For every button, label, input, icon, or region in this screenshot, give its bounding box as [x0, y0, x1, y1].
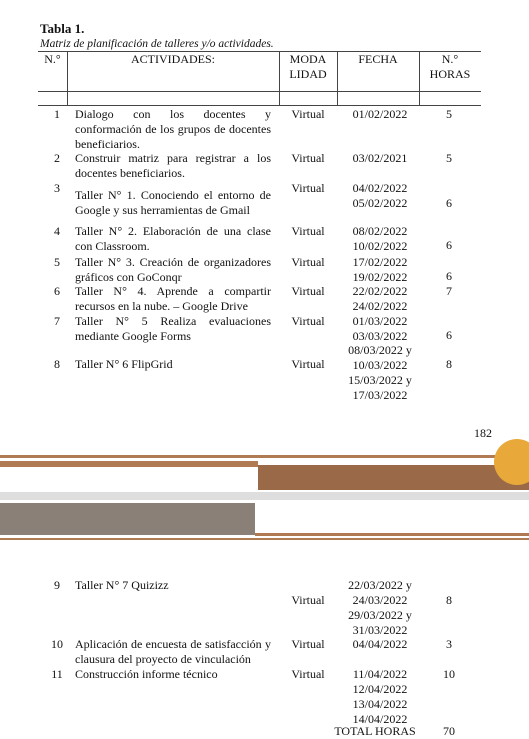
row-3-date-1: 04/02/2022	[352, 181, 408, 195]
header-bottom-line	[38, 91, 481, 92]
header-band-gray	[0, 503, 255, 535]
row-1-num: 1	[54, 107, 60, 121]
row-2-activity: Construir matriz para registrar a los docentes beneficiarios.	[75, 151, 271, 180]
row-11-date-4: 14/04/2022	[352, 712, 408, 726]
header-hours	[419, 52, 481, 82]
row-9-date-2: 24/03/2022	[352, 593, 408, 607]
row-7-hours: 6	[446, 328, 452, 342]
row-2-mode: Virtual	[291, 151, 325, 165]
footer-rule-thin	[0, 455, 529, 458]
header-mode	[279, 52, 337, 82]
row-2-date: 03/02/2021	[352, 151, 408, 165]
row-5-num: 5	[54, 255, 60, 269]
total-value: 70	[443, 724, 455, 738]
row-6-date-2: 24/02/2022	[352, 299, 408, 313]
table-title: Tabla 1.	[40, 21, 85, 36]
total-label: TOTAL HORAS	[334, 724, 416, 738]
row-6-hours: 7	[446, 284, 452, 298]
row-11-date-2: 12/04/2022	[352, 682, 408, 696]
header-hours-line2: HORAS	[429, 67, 471, 81]
row-8-date-1: 08/03/2022 y	[348, 343, 412, 357]
row-1-activity: Dialogo con los docentes y conformación de los grupos de docentes beneficiarios.	[75, 107, 271, 151]
row-3-hours: 6	[446, 196, 452, 210]
row-6-dates	[337, 284, 423, 314]
row-8-date-2: 10/03/2022	[352, 358, 408, 372]
row-3-date-2: 05/02/2022	[352, 196, 408, 210]
row-6-activity: Taller N° 4. Aprende a compartir recursos en la nube. – Google Drive	[75, 284, 271, 313]
header-rule-right	[255, 533, 529, 536]
row-11-activity: Construcción informe técnico	[75, 667, 218, 681]
row-8-num: 8	[54, 357, 60, 371]
page-number: 182	[474, 426, 492, 440]
row-10-num: 10	[51, 637, 63, 651]
row-4-activity: Taller N° 2. Elaboración de una clase con Classroom.	[75, 224, 271, 253]
row-2-hours: 5	[446, 151, 452, 165]
header-activities: ACTIVIDADES:	[131, 52, 215, 66]
row-7-date-1: 01/03/2022	[352, 314, 408, 328]
row-10-activity: Aplicación de encuesta de satisfacción y clausura del proyecto de vinculación	[75, 637, 271, 666]
row-9-dates	[337, 578, 423, 638]
row-9-hours: 8	[446, 593, 452, 607]
header-mode-line1: MODA	[289, 52, 327, 66]
header-date: FECHA	[358, 52, 398, 66]
row-4-date-1: 08/02/2022	[352, 224, 408, 238]
row-7-mode: Virtual	[291, 314, 325, 328]
row-6-date-1: 22/02/2022	[352, 284, 408, 298]
row-3-activity: Taller N° 1. Conociendo el entorno de Google y sus herramientas de Gmail	[75, 188, 271, 217]
table-subtitle: Matriz de planificación de talleres y/o actividades.	[40, 38, 274, 50]
row-11-dates	[337, 667, 423, 727]
row-3-num: 3	[54, 181, 60, 195]
row-4-dates	[337, 224, 423, 254]
footer-band-brown	[258, 465, 529, 490]
row-7-dates	[337, 314, 423, 344]
header-mode-line2: LIDAD	[289, 67, 327, 81]
row-11-num: 11	[51, 667, 63, 681]
row-8-dates	[337, 343, 423, 403]
row-5-date-2: 19/02/2022	[352, 270, 408, 284]
row-11-mode: Virtual	[291, 667, 325, 681]
row-3-mode: Virtual	[291, 181, 325, 195]
row-5-hours: 6	[446, 269, 452, 283]
row-9-mode: Virtual	[291, 593, 325, 607]
row-9-date-3: 29/03/2022 y	[348, 608, 412, 622]
row-7-activity: Taller N° 5 Realiza evaluaciones mediante Google Forms	[75, 314, 271, 343]
row-8-date-4: 17/03/2022	[352, 388, 408, 402]
row-8-activity: Taller N° 6 FlipGrid	[75, 357, 173, 371]
header-hours-line1: N.°	[441, 52, 459, 66]
row-4-mode: Virtual	[291, 224, 325, 238]
header-rule-thin	[0, 538, 529, 540]
row-9-date-1: 22/03/2022 y	[348, 578, 412, 592]
header-num: N.°	[44, 52, 61, 66]
row-4-num: 4	[54, 224, 60, 238]
row-5-dates	[337, 255, 423, 285]
row-1-mode: Virtual	[291, 107, 325, 121]
row-8-hours: 8	[446, 357, 452, 371]
row-7-date-2: 03/03/2022	[352, 329, 408, 343]
row-10-mode: Virtual	[291, 637, 325, 651]
row-9-num: 9	[54, 578, 60, 592]
row-7-num: 7	[54, 314, 60, 328]
row-1-hours: 5	[446, 107, 452, 121]
row-5-date-1: 17/02/2022	[352, 255, 408, 269]
row-11-date-1: 11/04/2022	[352, 667, 408, 681]
row-10-hours: 3	[446, 637, 452, 651]
row-4-date-2: 10/02/2022	[352, 239, 408, 253]
row-2-num: 2	[54, 151, 60, 165]
row-9-activity: Taller N° 7 Quizizz	[75, 578, 169, 592]
row-6-mode: Virtual	[291, 284, 325, 298]
spacer-row-line	[38, 105, 481, 106]
page-gap-band	[0, 492, 529, 500]
row-5-activity: Taller N° 3. Creación de organizadores gráficos con GoConqr	[75, 255, 271, 284]
row-8-date-3: 15/03/2022 y	[348, 373, 412, 387]
row-9-date-4: 31/03/2022	[352, 623, 408, 637]
row-10-date: 04/04/2022	[352, 637, 408, 651]
row-1-date: 01/02/2022	[352, 107, 408, 121]
footer-rule-left	[0, 461, 258, 467]
row-4-hours: 6	[446, 238, 452, 252]
row-6-num: 6	[54, 284, 60, 298]
row-11-hours: 10	[443, 667, 455, 681]
row-8-mode: Virtual	[291, 357, 325, 371]
row-3-dates	[337, 181, 423, 211]
row-11-date-3: 13/04/2022	[352, 697, 408, 711]
row-5-mode: Virtual	[291, 255, 325, 269]
